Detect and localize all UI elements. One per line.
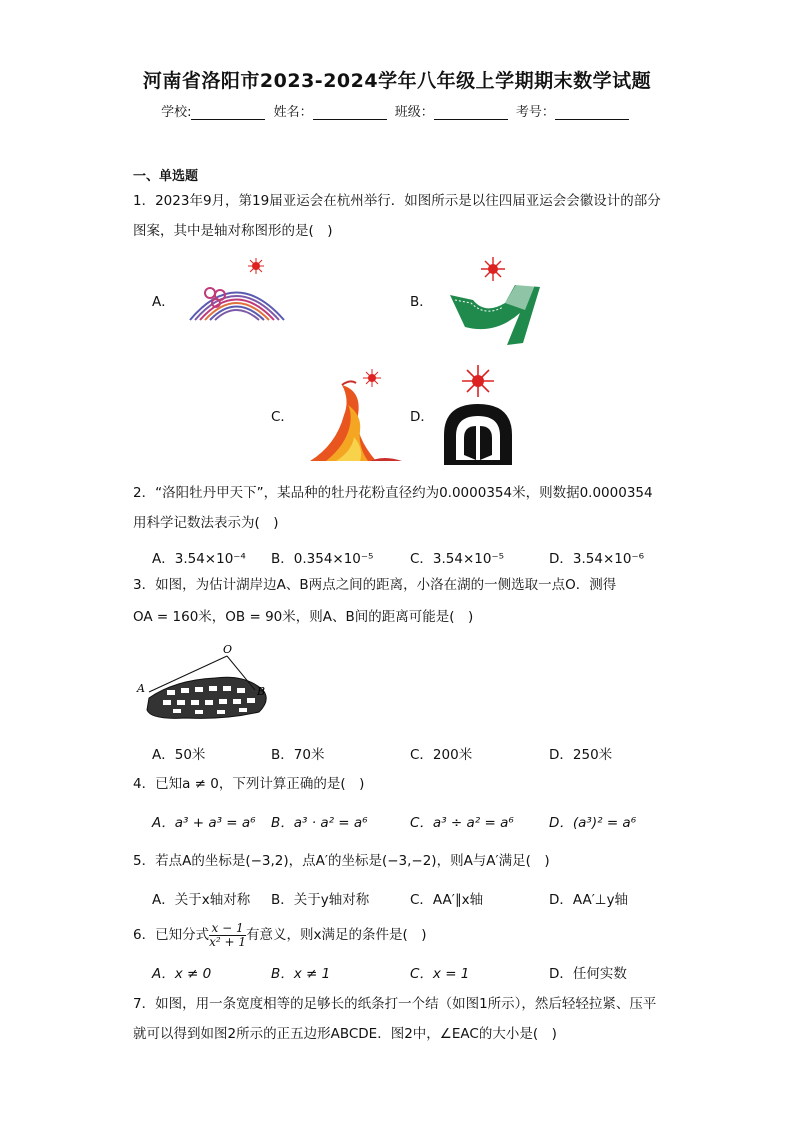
question-3-line-2: OA = 160米，OB = 90米，则A、B间的距离可能是( ) bbox=[133, 609, 474, 625]
q6-option-a: A．x ≠ 0 bbox=[152, 966, 212, 982]
q2-option-a: A．3.54×10⁻⁴ bbox=[152, 551, 246, 567]
question-4-text: 4．已知a ≠ 0，下列计算正确的是( ) bbox=[133, 776, 365, 792]
page-title: 河南省洛阳市2023-2024学年八年级上学期期末数学试题 bbox=[142, 70, 652, 92]
q3-option-c: C．200米 bbox=[410, 747, 473, 763]
question-7-text: 7．如图，用一条宽度相等的足够长的纸条打一个结（如图1所示），然后轻轻拉紧、压平就可以得到如图2所示的正五边形ABCDE．图2中，∠EAC的大小是( ) bbox=[133, 996, 657, 1042]
q5-option-d: D．AA′⊥y轴 bbox=[549, 892, 629, 908]
q1-emblem-c-icon bbox=[306, 365, 406, 465]
q2-option-d: D．3.54×10⁻⁶ bbox=[549, 551, 644, 567]
q6-fraction bbox=[209, 922, 246, 949]
q2-option-b: B．0.354×10⁻⁵ bbox=[271, 551, 374, 567]
exam-number-label: 考号： bbox=[515, 105, 555, 120]
school-label: 学校: bbox=[161, 105, 192, 120]
question-3-line-1: 3．如图，为估计湖岸边A、B两点之间的距离，小洛在湖的一侧选取一点O．测得 bbox=[133, 577, 617, 593]
question-5-text: 5．若点A的坐标是(−3,2)，点A′的坐标是(−3,−2)，则A与A′满足( ) bbox=[133, 853, 550, 869]
class-label: 班级： bbox=[394, 105, 434, 120]
q4-option-b: B．a³ · a² = a⁶ bbox=[271, 815, 368, 831]
school-blank[interactable] bbox=[191, 107, 265, 120]
q6-option-b: B．x ≠ 1 bbox=[271, 966, 331, 982]
q5-option-c: C．AA′∥x轴 bbox=[410, 892, 484, 908]
q6-option-d: D．任何实数 bbox=[549, 966, 627, 982]
q2-option-c: C．3.54×10⁻⁵ bbox=[410, 551, 505, 567]
section-heading: 一、单选题 bbox=[133, 169, 199, 184]
q3-option-b: B．70米 bbox=[271, 747, 325, 763]
q1-emblem-b-icon bbox=[445, 255, 545, 350]
q6-option-c: C．x = 1 bbox=[410, 966, 470, 982]
name-blank[interactable] bbox=[313, 107, 387, 120]
q3-lake-diagram bbox=[135, 640, 285, 725]
q4-option-a: A．a³ + a³ = a⁶ bbox=[152, 815, 256, 831]
q1-option-d-label: D． bbox=[410, 409, 434, 425]
point-o-label: O bbox=[223, 643, 233, 656]
q6-prefix: 6．已知分式 bbox=[133, 927, 210, 943]
q5-option-a: A．关于x轴对称 bbox=[152, 892, 251, 908]
student-info-row bbox=[0, 101, 794, 120]
question-1-text: 1．2023年9月，第19届亚运会在杭州举行．如图所示是以往四届亚运会会徽设计的部分图案，其中是轴对称图形的是( ) bbox=[133, 193, 661, 239]
q1-option-c-label: C． bbox=[271, 409, 294, 425]
q1-option-a-label: A． bbox=[152, 294, 175, 310]
q1-option-b-label: B． bbox=[410, 294, 433, 310]
question-2-text: 2．“洛阳牡丹甲天下”，某品种的牡丹花粉直径约为0.0000354米，则数据0.0000354用科学记数法表示为( ) bbox=[133, 485, 653, 531]
class-blank[interactable] bbox=[434, 107, 508, 120]
q6-fraction-denominator: x² + 1 bbox=[209, 934, 246, 949]
q1-emblem-d-icon bbox=[440, 360, 520, 470]
point-a-label: A bbox=[137, 682, 145, 695]
name-label: 姓名： bbox=[273, 105, 313, 120]
q1-emblem-a-icon bbox=[186, 255, 286, 330]
question-6-text bbox=[133, 920, 427, 950]
q4-option-d: D．(a³)² = a⁶ bbox=[549, 815, 637, 831]
q6-fraction-numerator: x − 1 bbox=[209, 922, 246, 936]
point-b-label: B bbox=[257, 685, 266, 698]
q4-option-c: C．a³ ÷ a² = a⁶ bbox=[410, 815, 514, 831]
q6-suffix: 有意义，则x满足的条件是( ) bbox=[246, 927, 427, 943]
q5-option-b: B．关于y轴对称 bbox=[271, 892, 370, 908]
q3-option-d: D．250米 bbox=[549, 747, 613, 763]
q3-option-a: A．50米 bbox=[152, 747, 206, 763]
exam-number-blank[interactable] bbox=[555, 107, 629, 120]
